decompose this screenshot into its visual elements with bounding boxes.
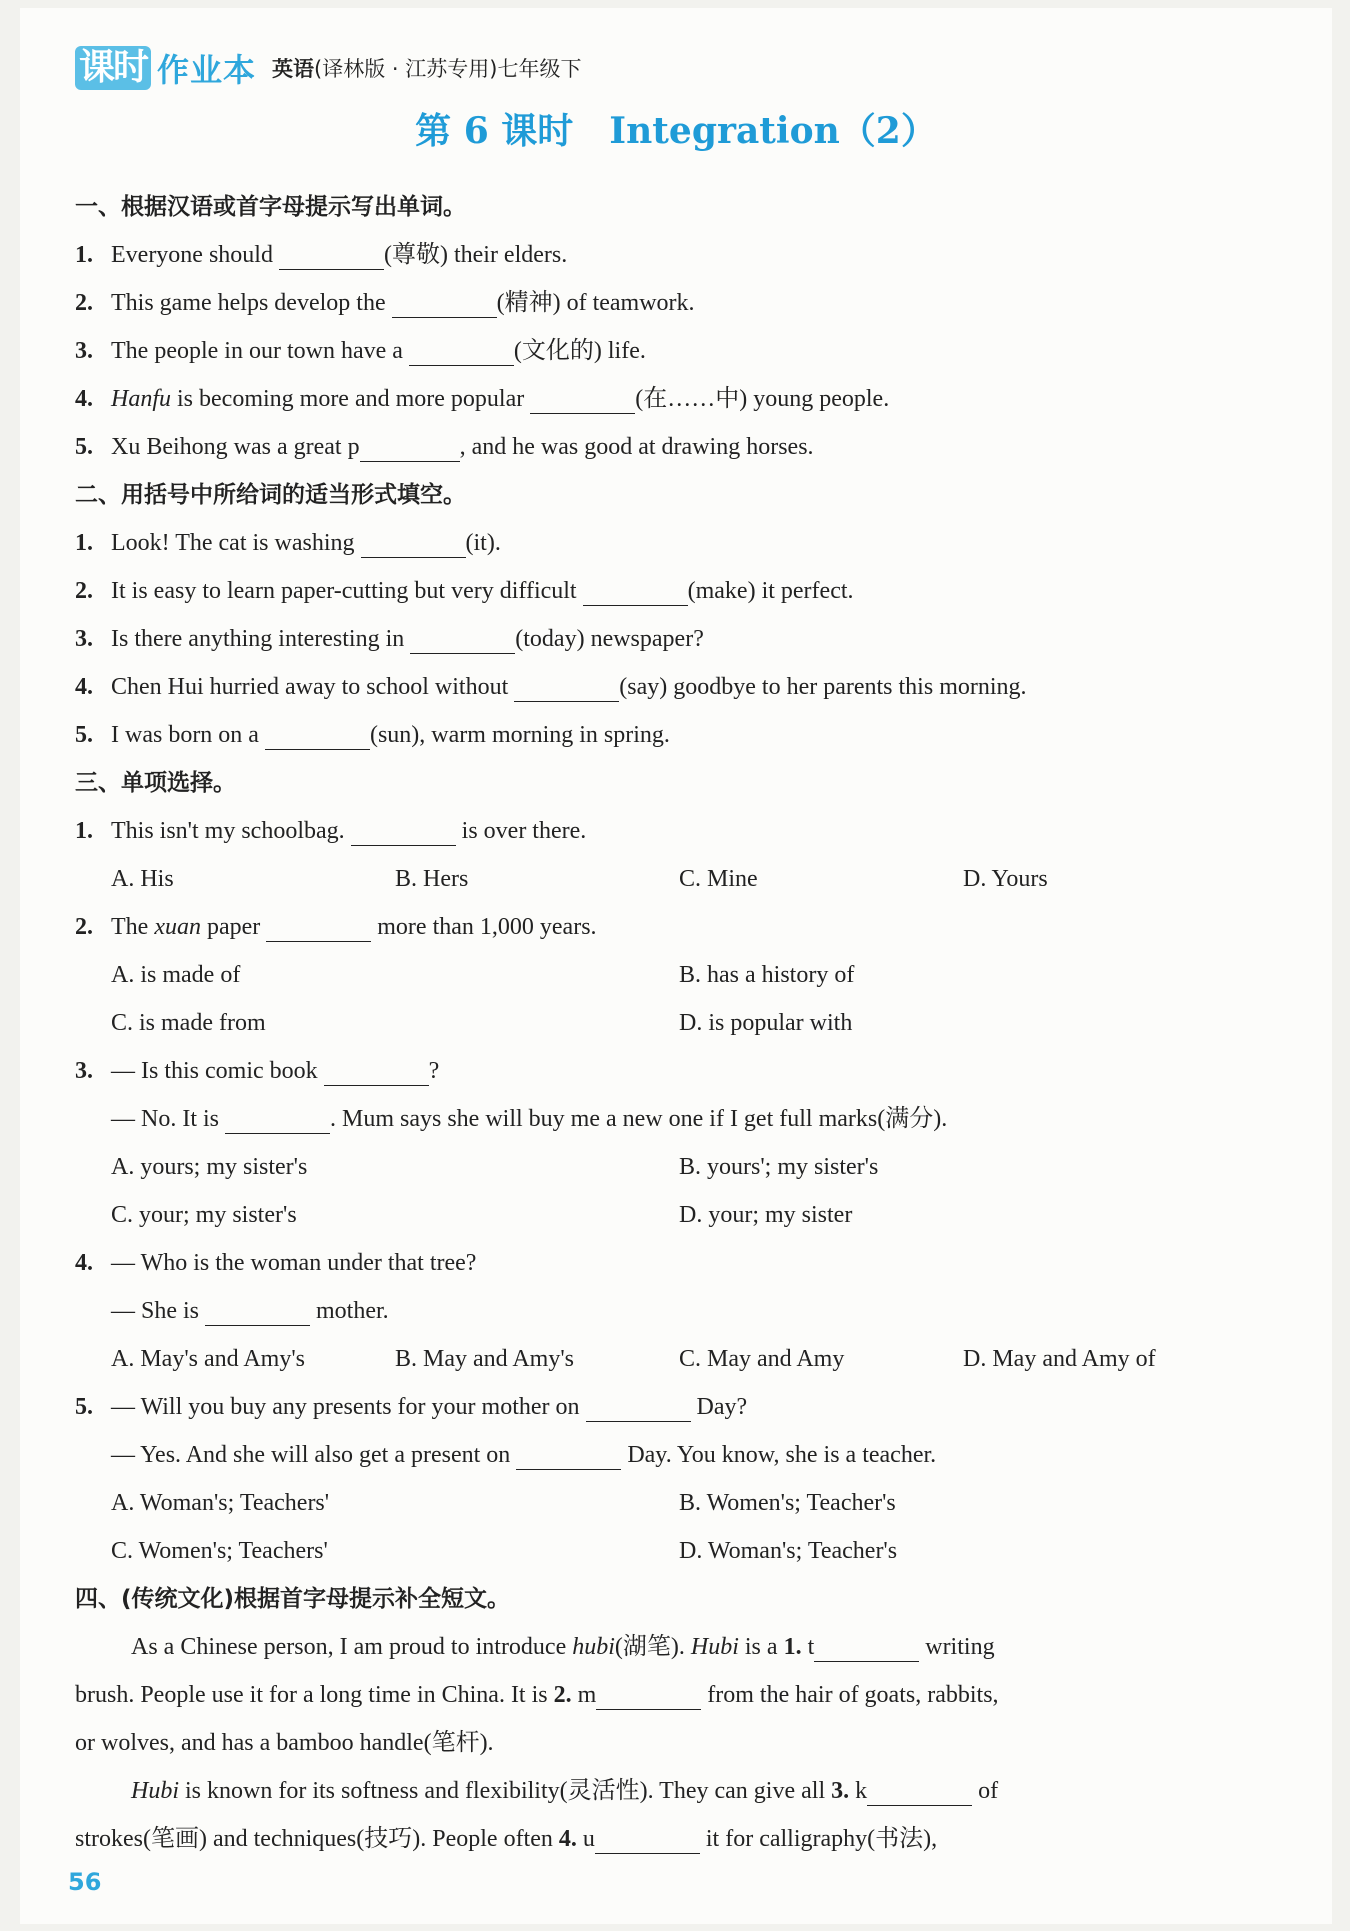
item-text: (make) it perfect.: [687, 578, 854, 604]
passage-p1-line3: [75, 1719, 1295, 1767]
answer-blank[interactable]: [324, 1055, 429, 1086]
item-text: (文化的) life.: [513, 338, 646, 364]
answer-blank[interactable]: [596, 1679, 701, 1710]
passage-p1-line2: [75, 1671, 1295, 1719]
page-title: 第 6 课时 Integration（2）: [415, 110, 937, 152]
item-text: — No. It is: [111, 1106, 225, 1132]
item-text: Is there anything interesting in: [111, 626, 411, 652]
item-text: This isn't my schoolbag.: [111, 818, 351, 844]
s1-item-1: [75, 231, 1295, 279]
item-text: Everyone should: [111, 242, 279, 268]
item-text: (在……中) young people.: [635, 386, 890, 412]
item-text: (sun), warm morning in spring.: [369, 722, 670, 748]
option-d[interactable]: D. Woman's; Teacher's: [679, 1538, 898, 1564]
item-text: I was born on a: [111, 722, 265, 748]
passage-text: of: [972, 1778, 999, 1804]
item-text: ?: [428, 1058, 440, 1084]
section-3-heading: 三、单项选择。: [75, 770, 236, 796]
q5-stem-1: [75, 1383, 1295, 1431]
s2-item-1: [75, 519, 1295, 567]
item-text: (精神) of teamwork.: [496, 290, 695, 316]
item-number: 1.: [75, 242, 93, 268]
passage-p1-line1: [75, 1623, 1295, 1671]
initial-letter: m: [577, 1682, 597, 1708]
item-text: Chen Hui hurried away to school without: [111, 674, 515, 700]
answer-blank[interactable]: [361, 527, 466, 558]
option-b[interactable]: B. May and Amy's: [395, 1346, 574, 1372]
s2-item-5: [75, 711, 1295, 759]
edition: (译林版 · 江苏专用)七年级下: [314, 57, 582, 81]
answer-blank[interactable]: [266, 911, 371, 942]
header: [75, 38, 581, 98]
s2-item-4: [75, 663, 1295, 711]
option-a[interactable]: A. yours; my sister's: [111, 1154, 308, 1180]
item-number: 4.: [75, 386, 93, 412]
initial-letter: u: [582, 1826, 595, 1852]
blank-number: 2.: [553, 1682, 572, 1708]
passage-text: (湖笔).: [614, 1634, 691, 1660]
item-number: 4.: [75, 1250, 93, 1276]
logo: 课时: [75, 46, 151, 90]
answer-blank[interactable]: [410, 623, 515, 654]
section-2-heading: 二、用括号中所给词的适当形式填空。: [75, 482, 466, 508]
item-text: (say) goodbye to her parents this morning.: [619, 674, 1027, 700]
item-text: — Is this comic book: [111, 1058, 324, 1084]
passage-text: or wolves, and has a bamboo handle(笔杆).: [75, 1730, 494, 1756]
option-b[interactable]: B. yours'; my sister's: [679, 1154, 879, 1180]
passage-text-italic: Hubi: [131, 1778, 179, 1804]
s1-item-2: [75, 279, 1295, 327]
option-c[interactable]: C. Mine: [679, 866, 758, 892]
answer-blank[interactable]: [409, 335, 514, 366]
s2-item-3: [75, 615, 1295, 663]
answer-blank[interactable]: [530, 383, 635, 414]
item-number: 3.: [75, 1058, 93, 1084]
item-number: 5.: [75, 434, 93, 460]
q1-options: [75, 855, 1295, 903]
passage-p2-line1: [75, 1767, 1295, 1815]
answer-blank[interactable]: [265, 719, 370, 750]
item-text: (it).: [465, 530, 501, 556]
q2-options-row2: [75, 999, 1295, 1047]
s2-item-2: [75, 567, 1295, 615]
blank-number: 4.: [558, 1826, 577, 1852]
answer-blank[interactable]: [583, 575, 688, 606]
option-b[interactable]: B. has a history of: [679, 962, 855, 988]
option-a[interactable]: A. is made of: [111, 962, 241, 988]
section-4-heading: 四、(传统文化)根据首字母提示补全短文。: [75, 1586, 511, 1612]
item-text: Look! The cat is washing: [111, 530, 361, 556]
item-text: , and he was good at drawing horses.: [459, 434, 814, 460]
option-d[interactable]: D. your; my sister: [679, 1202, 853, 1228]
q2-stem: [75, 903, 1295, 951]
answer-blank[interactable]: [595, 1823, 700, 1854]
answer-blank[interactable]: [351, 815, 456, 846]
item-text: is over there.: [455, 818, 587, 844]
blank-number: 3.: [831, 1778, 850, 1804]
answer-blank[interactable]: [279, 239, 384, 270]
item-number: 2.: [75, 290, 93, 316]
option-a[interactable]: A. May's and Amy's: [111, 1346, 305, 1372]
passage-text: from the hair of goats, rabbits,: [701, 1682, 999, 1708]
item-text: Day. You know, she is a teacher.: [621, 1442, 937, 1468]
s1-item-5: [75, 423, 1295, 471]
blank-number: 1.: [783, 1634, 802, 1660]
brand-text: 作业本: [157, 51, 257, 89]
option-d[interactable]: D. May and Amy of: [963, 1346, 1156, 1372]
q1-stem: [75, 807, 1295, 855]
option-c[interactable]: C. is made from: [111, 1010, 266, 1036]
passage-text: strokes(笔画) and techniques(技巧). People often: [75, 1826, 559, 1852]
q4-stem-2: [75, 1287, 1295, 1335]
item-text-italic: Hanfu: [111, 386, 171, 412]
page-number: 56: [68, 1868, 102, 1896]
passage-text: brush. People use it for a long time in China. It is: [75, 1682, 554, 1708]
section-1-heading: 一、根据汉语或首字母提示写出单词。: [75, 194, 466, 220]
passage-p2-line2: [75, 1815, 1295, 1863]
item-text: . Mum says she will buy me a new one if I get full marks(满分).: [330, 1106, 948, 1132]
option-a[interactable]: A. His: [111, 866, 174, 892]
item-text: — She is: [111, 1298, 206, 1324]
passage-text: As a Chinese person, I am proud to introduce: [131, 1634, 573, 1660]
item-text: mother.: [310, 1298, 389, 1324]
worksheet-content: [75, 183, 1295, 1863]
passage-text: is a: [738, 1634, 784, 1660]
q3-options-row2: [75, 1191, 1295, 1239]
passage-text-italic: Hubi: [690, 1634, 739, 1660]
item-number: 2.: [75, 578, 93, 604]
item-number: 1.: [75, 530, 93, 556]
answer-blank[interactable]: [586, 1391, 691, 1422]
q5-options-row1: [75, 1479, 1295, 1527]
item-number: 4.: [75, 674, 93, 700]
item-number: 1.: [75, 818, 93, 844]
item-text: Day?: [690, 1394, 748, 1420]
item-number: 5.: [75, 1394, 93, 1420]
q3-stem-2: [75, 1095, 1295, 1143]
item-number: 3.: [75, 338, 93, 364]
option-c[interactable]: C. May and Amy: [679, 1346, 845, 1372]
answer-blank[interactable]: [514, 671, 619, 702]
passage-text: is known for its softness and flexibility(灵活性). They can give all: [179, 1778, 832, 1804]
item-text: paper: [200, 914, 267, 940]
answer-blank[interactable]: [225, 1103, 330, 1134]
s1-item-3: [75, 327, 1295, 375]
passage-text-italic: hubi: [572, 1634, 615, 1660]
option-c[interactable]: C. your; my sister's: [111, 1202, 297, 1228]
item-text: — Who is the woman under that tree?: [111, 1250, 477, 1276]
answer-blank[interactable]: [205, 1295, 310, 1326]
answer-blank[interactable]: [814, 1631, 919, 1662]
item-text: The: [111, 914, 155, 940]
option-c[interactable]: C. Women's; Teachers': [111, 1538, 328, 1564]
q5-stem-2: [75, 1431, 1295, 1479]
option-d[interactable]: D. is popular with: [679, 1010, 853, 1036]
item-text: (尊敬) their elders.: [383, 242, 568, 268]
item-text: Xu Beihong was a great p: [111, 434, 360, 460]
q3-options-row1: [75, 1143, 1295, 1191]
option-b[interactable]: B. Hers: [395, 866, 469, 892]
passage-text: writing: [919, 1634, 995, 1660]
passage-text: it for calligraphy(书法),: [699, 1826, 938, 1852]
item-text: The people in our town have a: [111, 338, 409, 364]
answer-blank[interactable]: [360, 431, 460, 462]
q4-stem-1: [75, 1239, 1295, 1287]
item-text: more than 1,000 years.: [371, 914, 597, 940]
option-a[interactable]: A. Woman's; Teachers': [111, 1490, 330, 1516]
q5-options-row2: [75, 1527, 1295, 1575]
initial-letter: t: [807, 1634, 815, 1660]
item-number: 3.: [75, 626, 93, 652]
subject-label: [272, 53, 581, 83]
option-d[interactable]: D. Yours: [963, 866, 1048, 892]
item-text: (today) newspaper?: [515, 626, 704, 652]
item-text: — Will you buy any presents for your mother on: [111, 1394, 586, 1420]
answer-blank[interactable]: [392, 287, 497, 318]
item-text: This game helps develop the: [111, 290, 392, 316]
subject: 英语: [272, 57, 315, 81]
s1-item-4: [75, 375, 1295, 423]
initial-letter: k: [855, 1778, 868, 1804]
answer-blank[interactable]: [516, 1439, 621, 1470]
item-text-italic: xuan: [154, 914, 201, 940]
q4-options: [75, 1335, 1295, 1383]
page: [20, 8, 1332, 1924]
item-text: It is easy to learn paper-cutting but very difficult: [111, 578, 583, 604]
q2-options-row1: [75, 951, 1295, 999]
option-b[interactable]: B. Women's; Teacher's: [679, 1490, 896, 1516]
answer-blank[interactable]: [867, 1775, 972, 1806]
item-text: is becoming more and more popular: [171, 386, 531, 412]
q3-stem-1: [75, 1047, 1295, 1095]
item-text: — Yes. And she will also get a present on: [111, 1442, 517, 1468]
item-number: 5.: [75, 722, 93, 748]
item-number: 2.: [75, 914, 93, 940]
